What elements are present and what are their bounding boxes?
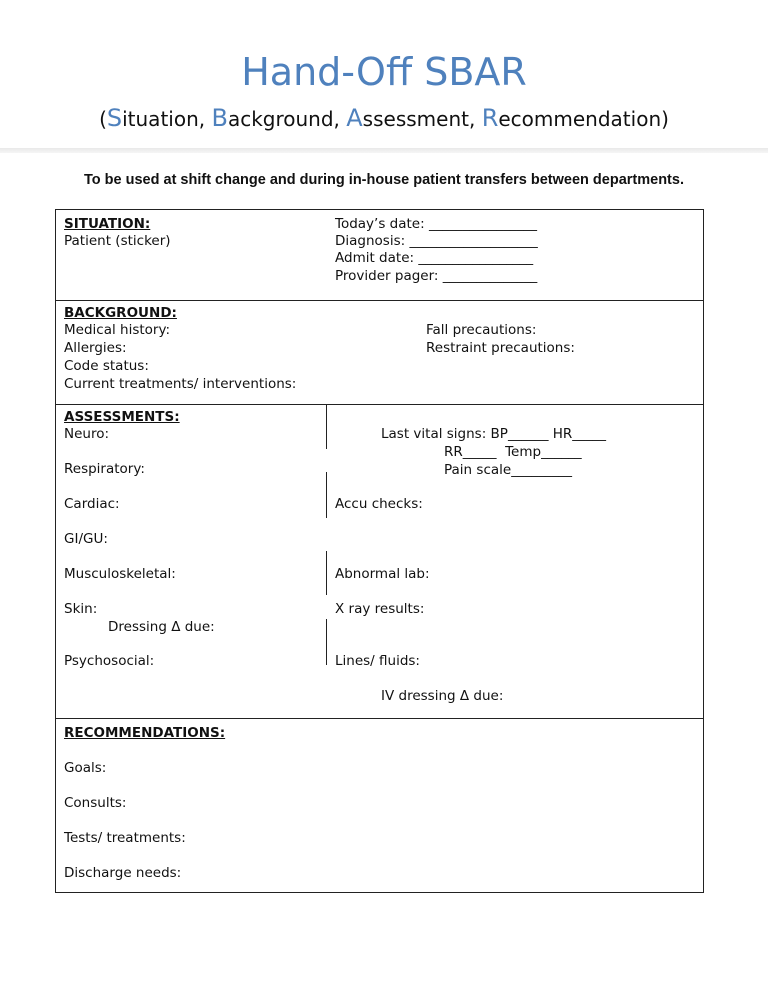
subtitle-r-rest: ecommendation) [498,107,669,131]
goals-field[interactable]: Goals: [64,760,107,776]
intro-text: To be used at shift change and during in-house patient transfers between departments. [84,172,684,188]
background-heading: BACKGROUND: [64,305,177,321]
subtitle-s-rest: ituation, [122,107,212,131]
page-subtitle [0,104,768,133]
column-divider [326,619,327,665]
skin-field[interactable]: Skin: [64,601,98,617]
dressing-due-field[interactable]: Dressing Δ due: [108,619,215,635]
gi-gu-field[interactable]: GI/GU: [64,531,108,547]
todays-date-field[interactable]: Today’s date: ________________ [335,216,537,232]
tests-treatments-field[interactable]: Tests/ treatments: [64,830,186,846]
section-divider [56,718,703,719]
provider-pager-field[interactable]: Provider pager: ______________ [335,268,538,284]
accu-checks-field[interactable]: Accu checks: [335,496,423,512]
subtitle-r-cap: R [481,104,499,132]
page-title: Hand-Off SBAR [241,50,527,94]
assessments-heading: ASSESSMENTS: [64,409,180,425]
section-divider [56,300,703,301]
recommendations-heading: RECOMMENDATIONS: [64,725,226,741]
diagnosis-field[interactable]: Diagnosis: ___________________ [335,233,538,249]
subtitle-b-cap: B [211,104,228,132]
fall-precautions-field[interactable]: Fall precautions: [426,322,537,338]
column-divider [326,472,327,518]
discharge-needs-field[interactable]: Discharge needs: [64,865,182,881]
sbar-form [55,209,704,893]
header-divider [0,148,768,153]
vital-signs-line-1[interactable]: Last vital signs: BP______ HR_____ [381,426,607,442]
abnormal-lab-field[interactable]: Abnormal lab: [335,566,430,582]
situation-heading: SITUATION: [64,216,151,232]
medical-history-field[interactable]: Medical history: [64,322,171,338]
subtitle-s-cap: S [106,104,123,132]
code-status-field[interactable]: Code status: [64,358,149,374]
psychosocial-field[interactable]: Psychosocial: [64,653,155,669]
lines-fluids-field[interactable]: Lines/ fluids: [335,653,420,669]
section-divider [56,404,703,405]
column-divider [326,551,327,595]
admit-date-field[interactable]: Admit date: _________________ [335,250,534,266]
pain-scale-field[interactable]: Pain scale_________ [444,462,572,478]
iv-dressing-due-field[interactable]: IV dressing Δ due: [381,688,504,704]
subtitle-open: ( [99,107,107,131]
cardiac-field[interactable]: Cardiac: [64,496,120,512]
subtitle-a-rest: ssessment, [362,107,482,131]
current-treatments-field[interactable]: Current treatments/ interventions: [64,376,297,392]
restraint-precautions-field[interactable]: Restraint precautions: [426,340,575,356]
patient-sticker-field[interactable]: Patient (sticker) [64,233,171,249]
xray-results-field[interactable]: X ray results: [335,601,425,617]
musculoskeletal-field[interactable]: Musculoskeletal: [64,566,176,582]
subtitle-b-rest: ackground, [227,107,347,131]
consults-field[interactable]: Consults: [64,795,127,811]
subtitle-a-cap: A [346,104,363,132]
column-divider [326,405,327,449]
allergies-field[interactable]: Allergies: [64,340,127,356]
respiratory-field[interactable]: Respiratory: [64,461,145,477]
neuro-field[interactable]: Neuro: [64,426,110,442]
vital-signs-line-2[interactable]: RR_____ Temp______ [444,444,582,460]
